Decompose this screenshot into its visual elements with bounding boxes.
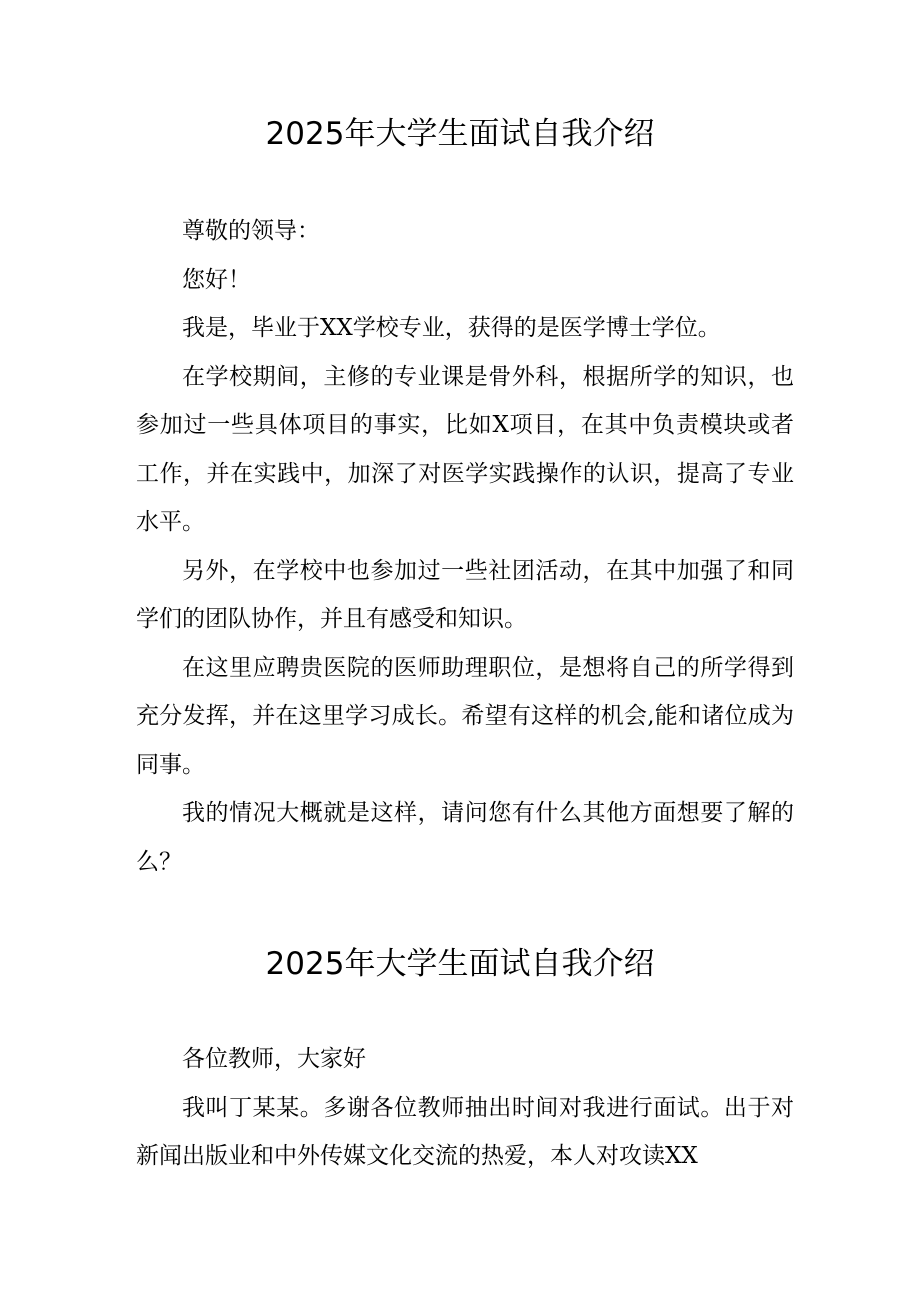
paragraph: 我是，毕业于XX学校专业，获得的是医学博士学位。	[182, 315, 721, 341]
section-1-body	[136, 207, 794, 886]
greeting: 您好！	[182, 266, 251, 293]
paragraph: 我叫丁某某。多谢各位教师抽出时间对我进行面试。出于对新闻出版业和中外传媒文化交流的热爱，本人对攻读XX	[136, 1094, 794, 1169]
section-2-body	[136, 1035, 794, 1181]
paragraph: 我的情况大概就是这样，请问您有什么其他方面想要了解的么？	[136, 800, 794, 875]
paragraph: 另外，在学校中也参加过一些社团活动，在其中加强了和同学们的团队协作，并且有感受和知识。	[136, 557, 794, 632]
section-1-title: 2025年大学生面试自我介绍	[265, 116, 655, 152]
paragraph: 在学校期间，主修的专业课是骨外科，根据所学的知识，也参加过一些具体项目的事实，比如X项目，在其中负责模块或者工作，并在实践中，加深了对医学实践操作的认识，提高了专业水平。	[136, 363, 794, 535]
section-2-title: 2025年大学生面试自我介绍	[265, 946, 655, 982]
salutation: 各位教师，大家好	[182, 1046, 366, 1072]
paragraph: 在这里应聘贵医院的医师助理职位，是想将自己的所学得到充分发挥，并在这里学习成长。希望有这样的机会,能和诸位成为同事。	[136, 654, 794, 778]
salutation: 尊敬的领导：	[182, 218, 320, 244]
